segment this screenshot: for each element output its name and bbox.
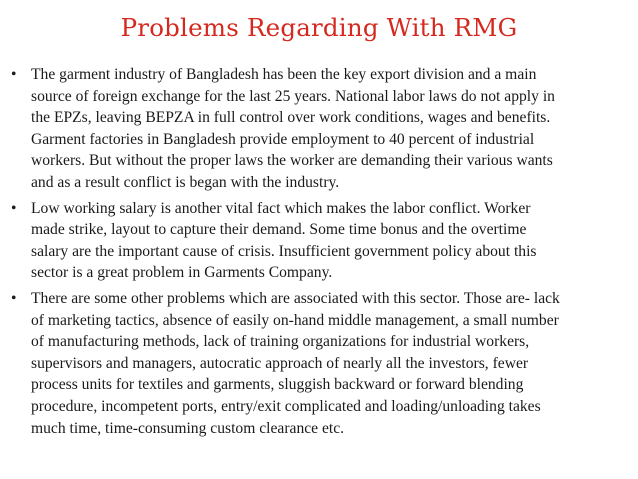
bullet-1-line-6: and as a result conflict is began with the industry. (31, 173, 340, 191)
bullet-2-line-4: sector is a great problem in Garments Company. (31, 264, 333, 282)
bullet-2-line-1: Low working salary is another vital fact which makes the labor conflict. Worker (31, 199, 531, 217)
bullet-marker: • (11, 289, 17, 307)
bullet-3-line-2: of marketing tactics, absence of easily on-hand middle management, a small number (31, 311, 559, 329)
bullet-1-line-2: source of foreign exchange for the last 25 years. National labor laws do not apply in (31, 87, 555, 105)
bullet-item-2 (11, 198, 633, 284)
bullet-3-line-3: of manufacturing methods, lack of training organizations for industrial workers, (31, 333, 530, 351)
bullet-2-line-2: made strike, layout to capture their demand. Some time bonus and the overtime (31, 221, 527, 239)
bullet-3-line-4: supervisors and managers, autocratic approach of nearly all the investors, fewer (31, 354, 529, 372)
bullet-3-line-6: procedure, incompetent ports, entry/exit complicated and loading/unloading takes (31, 397, 541, 415)
bullet-1-line-4: Garment factories in Bangladesh provide employment to 40 percent of industrial (31, 130, 535, 148)
bullet-1-line-3: the EPZs, leaving BEPZA in full control over work conditions, wages and benefits. (31, 109, 551, 127)
bullet-list (11, 64, 633, 439)
bullet-2-line-3: salary are the important cause of crisis. Insufficient government policy about this (31, 242, 537, 260)
slide-title: Problems Regarding With RMG (120, 13, 518, 42)
bullet-1-line-5: workers. But without the proper laws the worker are demanding their various wants (31, 152, 553, 170)
bullet-1-line-1: The garment industry of Bangladesh has been the key export division and a main (31, 66, 537, 83)
bullet-3-line-7: much time, time-consuming custom clearance etc. (31, 419, 345, 437)
bullet-3-line-1: There are some other problems which are associated with this sector. Those are- lack (31, 289, 560, 307)
bullet-item-1 (11, 64, 633, 194)
bullet-item-3 (11, 288, 633, 439)
bullet-3-line-5: process units for textiles and garments, sluggish backward or forward blending (31, 376, 524, 394)
bullet-marker: • (11, 66, 17, 83)
bullet-marker: • (11, 199, 17, 217)
